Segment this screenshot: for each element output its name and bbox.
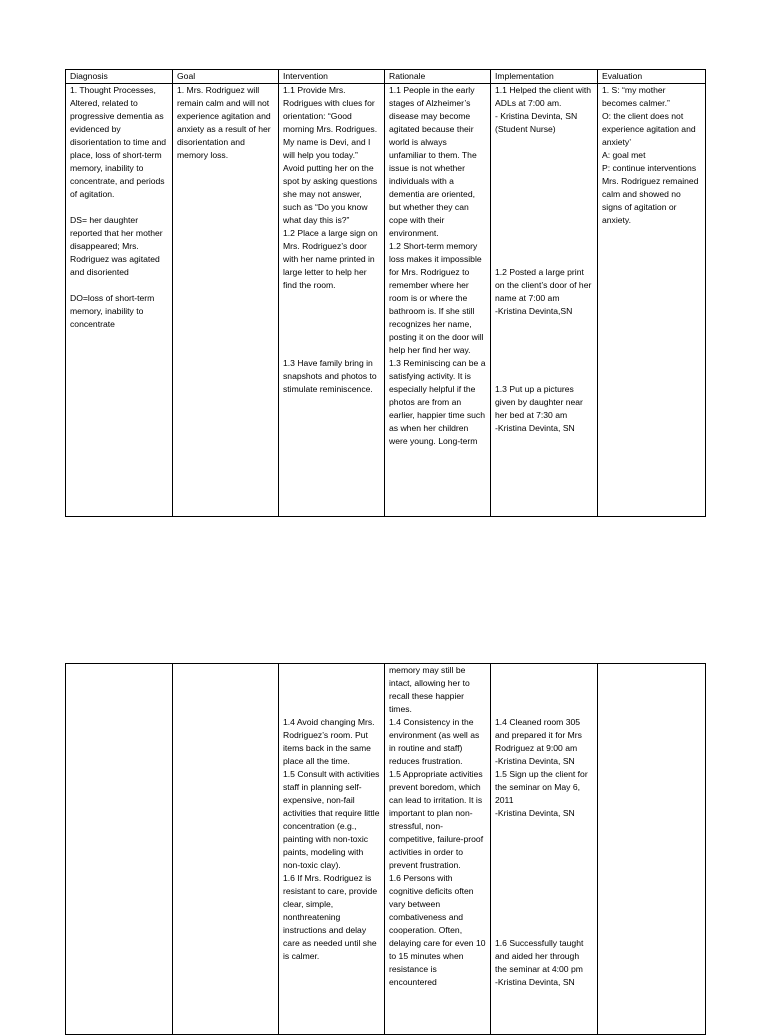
table-row [66, 84, 706, 517]
intervention-1-3: 1.3 Have family bring in snapshots and photos to stimulate reminiscence. [283, 358, 380, 394]
goal-cell [173, 84, 279, 517]
intervention-cell-continued [279, 664, 385, 1035]
rationale-cell [385, 84, 491, 517]
diagnosis-subjective-data: DS= her daughter reported that her mother disappeared; Mrs. Rodriguez was agitated and disoriented [70, 215, 166, 277]
intervention-1-2: 1.2 Place a large sign on Mrs. Rodriguez’s door with her name printed in large letter to help her find the room. [283, 228, 380, 290]
intervention-1-5: 1.5 Consult with activities staff in planning self-expensive, non-fail activities that require little concentration (e.g., painting with non-toxic paints, modeling with non-toxic clay). [283, 769, 382, 870]
rationale-1-5: 1.5 Appropriate activities prevent boredom, which can lead to irritation. It is important to plan non-stressful, non-competitive, failure-proof activities in order to prevent frustration. [389, 769, 486, 870]
header-goal: Goal [173, 70, 279, 84]
implementation-1-4: 1.4 Cleaned room 305 and prepared it for Mrs Rodriguez at 9:00 am -Kristina Devinta, SN [495, 717, 582, 766]
rationale-1-3: 1.3 Reminiscing can be a satisfying activity. It is especially helpful if the photos are from an earlier, happier time such as when her children were young. Long-term [389, 358, 488, 446]
implementation-cell-continued [491, 664, 598, 1035]
table-header-row [66, 70, 706, 84]
header-rationale: Rationale [385, 70, 491, 84]
rationale-1-6: 1.6 Persons with cognitive deficits often vary between combativeness and cooperation. Often, delaying care for even 10 to 15 minutes when resistance is encountered [389, 873, 488, 987]
rationale-1-2: 1.2 Short-term memory loss makes it impossible for Mrs. Rodriguez to remember where her room is or where the bathroom is. If she still recognizes her name, posting it on the door will help her find her way. [389, 241, 486, 355]
care-plan-table-page-2 [65, 663, 706, 1035]
goal-cell-continued [173, 664, 279, 1035]
implementation-1-1: 1.1 Helped the client with ADLs at 7:00 am. - Kristina Devinta, SN (Student Nurse) [495, 85, 592, 134]
intervention-cell [279, 84, 385, 517]
evaluation-cell-continued [598, 664, 706, 1035]
implementation-1-2: 1.2 Posted a large print on the client’s door of her name at 7:00 am -Kristina Devinta,SN [495, 267, 592, 316]
header-diagnosis: Diagnosis [66, 70, 173, 84]
header-evaluation: Evaluation [598, 70, 706, 84]
implementation-1-5: 1.5 Sign up the client for the seminar on May 6, 2011 -Kristina Devinta, SN [495, 769, 588, 818]
implementation-1-6: 1.6 Successfully taught and aided her through the seminar at 4:00 pm -Kristina Devinta, SN [495, 938, 584, 987]
rationale-1-3-continued: memory may still be intact, allowing her to recall these happier times. [389, 665, 473, 714]
care-plan-table-page-1 [65, 69, 706, 517]
evaluation-cell [598, 84, 706, 517]
rationale-cell-continued [385, 664, 491, 1035]
header-intervention: Intervention [279, 70, 385, 84]
diagnosis-objective-data: DO=loss of short-term memory, inability to concentrate [70, 293, 157, 329]
diagnosis-cell-continued [66, 664, 173, 1035]
diagnosis-statement: 1. Thought Processes, Altered, related to progressive dementia as evidenced by disorientation to time and place, loss of short-term memory, inability to concentrate, and periods of agitation. [70, 85, 169, 199]
header-implementation: Implementation [491, 70, 598, 84]
rationale-1-1: 1.1 People in the early stages of Alzheimer’s disease may become agitated because their world is always unfamiliar to them. The issue is not whether individuals with a dementia are oriented, but whether they can cope with their environment. [389, 85, 480, 238]
intervention-1-1: 1.1 Provide Mrs. Rodrigues with clues for orientation: “Good morning Mrs. Rodrigues. My name is Devi, and I will help you today.” Avoid putting her on the spot by asking questions she may not answer, such as “Do you know what day this is?” [283, 85, 380, 225]
rationale-1-4: 1.4 Consistency in the environment (as well as in routine and staff) reduces frustration. [389, 717, 482, 766]
implementation-cell [491, 84, 598, 517]
intervention-1-6: 1.6 If Mrs. Rodriguez is resistant to care, provide clear, simple, nonthreatening instructions and delay care as needed until she is calmer. [283, 873, 380, 961]
table-row [66, 664, 706, 1035]
intervention-1-4: 1.4 Avoid changing Mrs. Rodriguez’s room. Put items back in the same place all the time. [283, 717, 377, 766]
goal-text: 1. Mrs. Rodriguez will remain calm and will not experience agitation and anxiety as a result of her disorientation and memory loss. [177, 85, 274, 160]
diagnosis-cell [66, 84, 173, 517]
implementation-1-3: 1.3 Put up a pictures given by daughter near her bed at 7:30 am -Kristina Devinta, SN [495, 384, 583, 433]
evaluation-text: 1. S: “my mother becomes calmer.” O: the client does not experience agitation and anxiety’ A: goal met P: continue interventions Mrs. Rodriguez remained calm and showed no signs of agitation or anxiety. [602, 85, 699, 225]
